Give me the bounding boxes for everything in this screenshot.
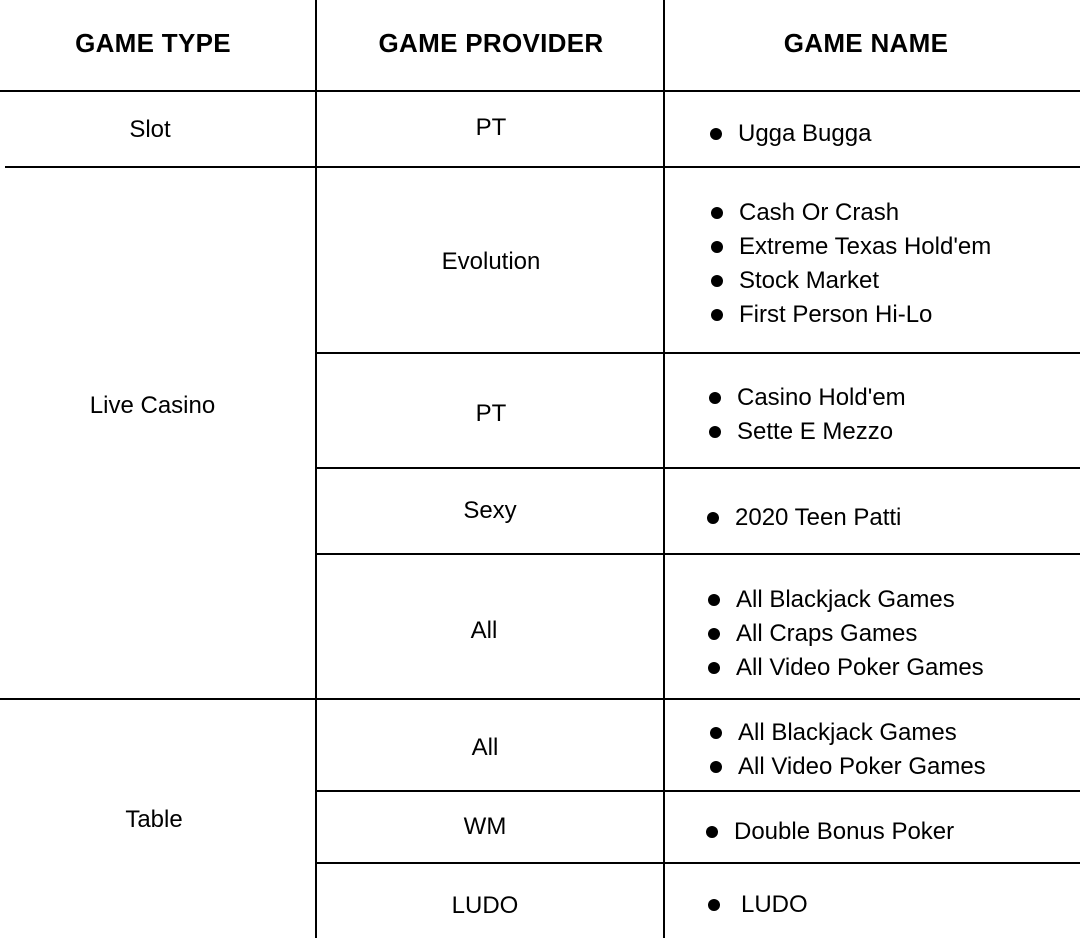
row-divider (315, 862, 1080, 864)
game-name-item: Casino Hold'em (707, 381, 906, 415)
game-type-slot: Slot (129, 116, 171, 143)
game-name-item: Extreme Texas Hold'em (709, 230, 991, 264)
game-list (704, 815, 954, 849)
game-list (706, 583, 984, 685)
row-divider (315, 553, 1080, 555)
game-type-live-casino: Live Casino (89, 392, 216, 419)
game-name-item: First Person Hi-Lo (709, 298, 991, 332)
game-name-item: Ugga Bugga (708, 117, 871, 151)
provider-cell: Sexy (463, 497, 517, 524)
game-name-item: 2020 Teen Patti (705, 501, 901, 535)
provider-cell: WM (463, 813, 507, 840)
game-list (708, 716, 986, 784)
game-name-item: Double Bonus Poker (704, 815, 954, 849)
game-name-item: LUDO (706, 888, 808, 922)
game-list (706, 888, 808, 922)
header-game-provider: GAME PROVIDER (378, 28, 604, 58)
game-name-item: All Blackjack Games (706, 583, 984, 617)
row-divider (5, 166, 1080, 168)
provider-cell: All (470, 617, 498, 644)
game-name-item: All Craps Games (706, 617, 984, 651)
game-list (705, 501, 901, 535)
provider-cell: LUDO (451, 892, 519, 919)
game-list (709, 196, 991, 332)
row-divider (315, 790, 1080, 792)
header-game-name: GAME NAME (783, 28, 949, 58)
game-name-item: All Video Poker Games (706, 651, 984, 685)
game-list (707, 381, 906, 449)
row-divider (0, 698, 1080, 700)
row-divider (315, 352, 1080, 354)
provider-cell: Evolution (441, 248, 541, 275)
game-name-item: All Blackjack Games (708, 716, 986, 750)
header-divider (0, 90, 1080, 92)
game-type-table: Table (125, 806, 183, 833)
provider-cell: All (471, 734, 499, 761)
provider-cell: PT (475, 400, 507, 427)
game-name-item: All Video Poker Games (708, 750, 986, 784)
game-name-item: Stock Market (709, 264, 991, 298)
game-name-item: Sette E Mezzo (707, 415, 906, 449)
header-game-type: GAME TYPE (75, 28, 231, 58)
row-divider (315, 467, 1080, 469)
game-list (708, 117, 871, 151)
provider-cell: PT (475, 114, 507, 141)
game-name-item: Cash Or Crash (709, 196, 991, 230)
